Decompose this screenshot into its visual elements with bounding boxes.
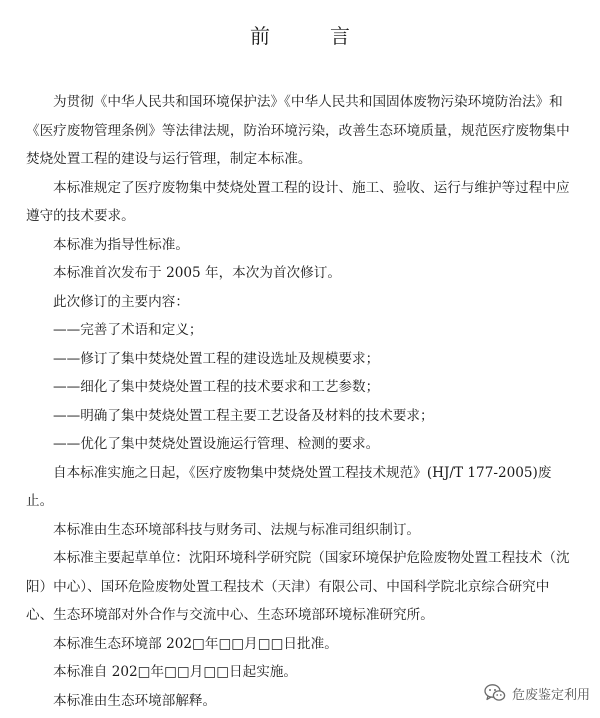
page-title: 前 言: [250, 24, 370, 48]
paragraph-organizer: 本标准由生态环境部科技与财务司、法规与标准司组织制订。: [53, 521, 421, 538]
wechat-icon: [484, 683, 506, 703]
paragraph-supersede: 自本标准实施之日起，《医疗废物集中焚烧处置工程技术规范》(HJ/T 177-2005)废止。: [26, 464, 552, 509]
watermark-text: 危废鉴定利用: [511, 687, 590, 703]
revision-item: ——明确了集中焚烧处置工程主要工艺设备及材料的技术要求；: [53, 407, 434, 424]
paragraph-scope: 本标准规定了医疗废物集中焚烧处置工程的设计、施工、验收、运行与维护等过程中应遵守的技术要求。: [26, 179, 570, 224]
revision-item: ——修订了集中焚烧处置工程的建设选址及规模要求；: [53, 350, 380, 367]
paragraph-approval: 本标准生态环境部 202□年□□月□□日批准。: [53, 635, 338, 652]
watermark: [484, 682, 590, 704]
revision-item: ——优化了集中焚烧处置设施运行管理、检测的要求。: [53, 436, 380, 452]
paragraph-interpretation: 本标准由生态环境部解释。: [53, 692, 217, 709]
paragraph-drafters: 本标准主要起草单位：沈阳环境科学研究院（国家环境保护危险废物处置工程技术（沈阳）中心）、国环危险废物处置工程技术（天津）有限公司、中国科学院北京综合研究中心、生态环境部对外合作与交流中心、生态环境部环境标准研究所。: [26, 550, 570, 623]
paragraph-revision-intro: 此次修订的主要内容：: [53, 293, 189, 310]
paragraph-first-release: 本标准首次发布于 2005 年，本次为首次修订。: [53, 265, 341, 281]
paragraph-effective: 本标准自 202□年□□月□□日起实施。: [53, 664, 298, 680]
paragraph-guidance: 本标准为指导性标准。: [53, 236, 189, 253]
revision-item: ——完善了术语和定义；: [53, 322, 203, 338]
document-body: [26, 88, 574, 715]
revision-item: ——细化了集中焚烧处置工程的技术要求和工艺参数；: [53, 379, 380, 395]
paragraph-purpose: 为贯彻《中华人民共和国环境保护法》《中华人民共和国固体废物污染环境防治法》和《医疗废物管理条例》等法律法规，防治环境污染，改善生态环境质量，规范医疗废物集中焚烧处置工程的建设与运行管理，制定本标准。: [26, 94, 570, 167]
